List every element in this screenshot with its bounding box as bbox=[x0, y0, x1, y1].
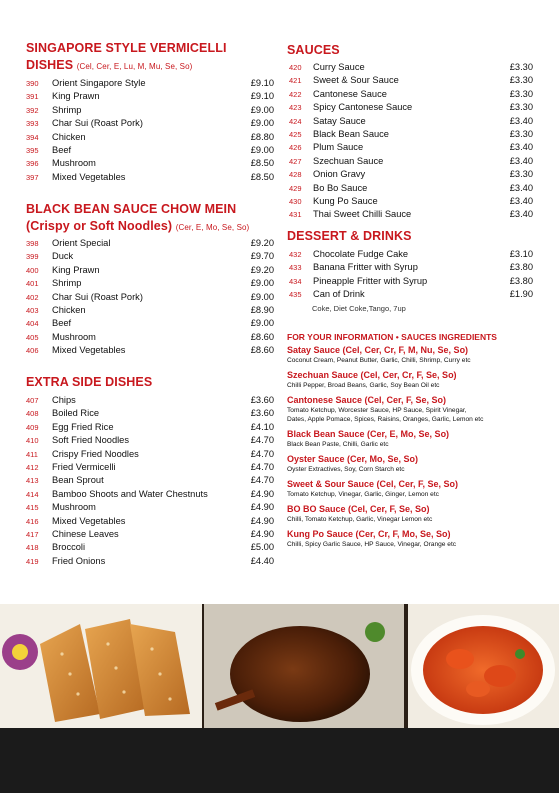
menu-item-row bbox=[287, 115, 533, 128]
item-name: Duck bbox=[52, 251, 74, 262]
sauces-item-list bbox=[287, 61, 533, 222]
item-price: £3.30 bbox=[509, 169, 533, 180]
item-name: Spicy Cantonese Sauce bbox=[313, 102, 413, 113]
item-number: 434 bbox=[289, 276, 302, 286]
item-number: 420 bbox=[289, 63, 302, 72]
item-price: £4.40 bbox=[250, 555, 274, 566]
sauce-ingredient-text: Chilli Pepper, Broad Beans, Garlic, Soy Bean Oil etc bbox=[287, 382, 440, 389]
item-number: 416 bbox=[26, 516, 39, 526]
item-number: 421 bbox=[289, 76, 302, 86]
item-price: £3.30 bbox=[509, 75, 533, 86]
menu-item-row bbox=[26, 77, 274, 90]
item-number: 427 bbox=[289, 156, 302, 166]
menu-item-row bbox=[26, 448, 274, 461]
sauces-section bbox=[287, 42, 533, 222]
sauce-ingredient-text: Tomato Ketchup, Worcester Sauce, HP Sauce, Spirit Vinegar, Dates, Apple Pomace, Spices, Raisins, Oranges, Garlic, Lemon etc bbox=[287, 407, 484, 423]
item-price: £4.70 bbox=[250, 435, 274, 446]
menu-item-row bbox=[26, 291, 274, 304]
blackbean-item-list bbox=[26, 237, 274, 358]
item-number: 407 bbox=[26, 396, 39, 405]
item-number: 431 bbox=[289, 210, 302, 220]
menu-item-row bbox=[287, 101, 533, 114]
item-name: Chips bbox=[52, 395, 76, 405]
item-price: £4.90 bbox=[250, 528, 274, 539]
item-name: Beef bbox=[52, 318, 72, 329]
dessert-item-list bbox=[287, 248, 533, 302]
menu-item-row bbox=[26, 317, 274, 330]
item-number: 422 bbox=[289, 89, 302, 99]
menu-item-row bbox=[26, 501, 274, 514]
menu-item-row bbox=[287, 88, 533, 101]
menu-item-row bbox=[26, 421, 274, 434]
sauce-ingredient-text: Oyster Extractives, Soy, Corn Starch etc bbox=[287, 466, 405, 473]
item-price: £3.40 bbox=[509, 195, 533, 206]
item-name: Plum Sauce bbox=[313, 142, 364, 153]
sauce-ingredient-title: Oyster Sauce (Cer, Mo, Se, So) bbox=[287, 454, 419, 464]
item-price: £8.80 bbox=[250, 131, 274, 142]
item-name: Fried Onions bbox=[52, 555, 106, 566]
item-price: £3.40 bbox=[509, 182, 533, 193]
item-name: Mushroom bbox=[52, 502, 96, 513]
item-number: 410 bbox=[26, 436, 39, 446]
menu-item-row bbox=[26, 515, 274, 528]
item-name: Orient Singapore Style bbox=[52, 78, 146, 88]
menu-item-row bbox=[287, 168, 533, 181]
item-price: £4.70 bbox=[250, 461, 274, 472]
blackbean-allergens: (Cer, E, Mo, Se, So) bbox=[175, 223, 250, 232]
drink-options-note: Coke, Diet Coke,Tango, 7up bbox=[312, 303, 406, 313]
menu-item-row bbox=[26, 434, 274, 447]
sauce-ingredient-text: Chilli, Tomato Ketchup, Garlic, Vinegar Lemon etc bbox=[287, 516, 433, 523]
item-price: £9.10 bbox=[250, 91, 274, 102]
sauce-ingredient-text: Coconut Cream, Peanut Butter, Garlic, Chilli, Shrimp, Curry etc bbox=[287, 357, 471, 364]
item-name: Chocolate Fudge Cake bbox=[313, 249, 409, 259]
menu-item-row bbox=[287, 261, 533, 274]
item-number: 394 bbox=[26, 132, 39, 142]
menu-item-row bbox=[26, 237, 274, 250]
item-number: 400 bbox=[26, 265, 39, 275]
menu-item-row bbox=[26, 394, 274, 407]
item-number: 402 bbox=[26, 292, 39, 302]
menu-item-row bbox=[26, 104, 274, 117]
item-number: 429 bbox=[289, 183, 302, 193]
item-number: 398 bbox=[26, 239, 39, 248]
menu-item-row bbox=[26, 131, 274, 144]
item-number: 390 bbox=[26, 79, 39, 88]
menu-item-row bbox=[26, 331, 274, 344]
sauce-ingredient-title: BO BO Sauce (Cel, Cer, F, Se, So) bbox=[287, 504, 430, 514]
food-photos-graphic bbox=[0, 604, 559, 728]
sweet-sour-photo bbox=[408, 604, 559, 728]
footer-band bbox=[0, 728, 559, 793]
item-number: 412 bbox=[26, 462, 39, 472]
menu-item-row bbox=[287, 128, 533, 141]
item-price: £3.30 bbox=[509, 88, 533, 99]
item-price: £9.00 bbox=[250, 318, 274, 329]
item-name: Crispy Fried Noodles bbox=[52, 448, 139, 459]
menu-item-row bbox=[287, 141, 533, 154]
item-name: Mixed Vegetables bbox=[52, 171, 126, 182]
sauce-ingredient-title: Cantonese Sauce (Cel, Cer, F, Se, So) bbox=[287, 395, 447, 405]
menu-item-row bbox=[287, 275, 533, 288]
item-name: Shrimp bbox=[52, 104, 82, 115]
item-name: Szechuan Sauce bbox=[313, 155, 384, 166]
item-number: 413 bbox=[26, 476, 39, 486]
item-number: 403 bbox=[26, 305, 39, 315]
item-price: £4.90 bbox=[250, 502, 274, 513]
menu-item-row bbox=[26, 157, 274, 170]
sauce-ingredient-text: Black Bean Paste, Chilli, Garlic etc bbox=[287, 441, 389, 448]
extra-section bbox=[26, 374, 274, 568]
menu-item-row bbox=[26, 488, 274, 501]
item-number: 393 bbox=[26, 119, 39, 129]
item-name: Chicken bbox=[52, 131, 86, 142]
item-number: 424 bbox=[289, 116, 302, 126]
item-name: Mixed Vegetables bbox=[52, 515, 126, 526]
sesame-toast-photo bbox=[0, 604, 202, 728]
ingredients-info-heading: FOR YOUR INFORMATION • SAUCES INGREDIENTS bbox=[287, 332, 497, 342]
item-number: 435 bbox=[289, 290, 302, 300]
menu-item-row bbox=[287, 74, 533, 87]
item-number: 395 bbox=[26, 145, 39, 155]
menu-item-row bbox=[287, 288, 533, 301]
item-price: £9.00 bbox=[250, 291, 274, 302]
item-price: £4.70 bbox=[250, 448, 274, 459]
menu-item-row bbox=[26, 90, 274, 103]
item-price: £8.50 bbox=[250, 171, 274, 182]
item-number: 409 bbox=[26, 422, 39, 432]
item-price: £3.30 bbox=[509, 128, 533, 139]
item-name: Banana Fritter with Syrup bbox=[313, 262, 418, 273]
menu-item-row bbox=[287, 155, 533, 168]
item-price: £3.30 bbox=[509, 102, 533, 113]
item-price: £3.40 bbox=[509, 209, 533, 220]
item-name: Soft Fried Noodles bbox=[52, 435, 129, 446]
blackbean-title-line2 bbox=[26, 218, 274, 236]
item-name: Mushroom bbox=[52, 331, 96, 342]
item-name: Satay Sauce bbox=[313, 115, 366, 126]
menu-item-row bbox=[26, 407, 274, 420]
item-number: 391 bbox=[26, 92, 39, 102]
item-number: 392 bbox=[26, 105, 39, 115]
item-name: Onion Gravy bbox=[313, 169, 366, 180]
extra-item-list bbox=[26, 394, 274, 568]
singapore-title-line2 bbox=[26, 57, 274, 75]
menu-item-row bbox=[287, 208, 533, 221]
item-price: £4.90 bbox=[250, 488, 274, 499]
item-price: £4.70 bbox=[250, 475, 274, 486]
item-price: £9.70 bbox=[250, 251, 274, 262]
menu-item-row bbox=[287, 61, 533, 74]
menu-item-row bbox=[26, 555, 274, 568]
item-number: 404 bbox=[26, 319, 39, 329]
menu-item-row bbox=[287, 248, 533, 261]
item-price: £3.80 bbox=[509, 275, 533, 286]
item-number: 423 bbox=[289, 103, 302, 113]
menu-item-row bbox=[26, 144, 274, 157]
item-price: £9.20 bbox=[250, 238, 274, 248]
item-number: 411 bbox=[26, 449, 38, 459]
item-name: Orient Special bbox=[52, 238, 111, 248]
item-price: £3.30 bbox=[509, 62, 533, 72]
menu-item-row bbox=[287, 195, 533, 208]
item-price: £8.60 bbox=[250, 331, 274, 342]
item-price: £3.60 bbox=[250, 395, 274, 405]
sauce-ingredient-title: Satay Sauce (Cel, Cer, Cr, F, M, Nu, Se, So) bbox=[287, 345, 469, 355]
item-name: Egg Fried Rice bbox=[52, 421, 114, 432]
item-price: £3.40 bbox=[509, 155, 533, 166]
sauces-title: SAUCES bbox=[287, 43, 340, 57]
sauce-ingredient-text: Chilli, Spicy Garlic Sauce, HP Sauce, Vinegar, Orange etc bbox=[287, 541, 457, 548]
item-name: Pineapple Fritter with Syrup bbox=[313, 275, 428, 286]
singapore-item-list bbox=[26, 77, 274, 184]
singapore-title-line1: SINGAPORE STYLE VERMICELLI bbox=[26, 41, 227, 55]
menu-item-row bbox=[26, 541, 274, 554]
item-price: £4.90 bbox=[250, 515, 274, 526]
blackbean-section bbox=[26, 201, 274, 358]
sauce-ingredient-title: Szechuan Sauce (Cel, Cer, Cr, F, Se, So) bbox=[287, 370, 457, 380]
item-number: 425 bbox=[289, 129, 302, 139]
item-name: Mushroom bbox=[52, 158, 96, 169]
item-number: 397 bbox=[26, 172, 39, 182]
item-name: Cantonese Sauce bbox=[313, 88, 387, 99]
item-name: Mixed Vegetables bbox=[52, 345, 126, 356]
blackbean-title-noodles: (Crispy or Soft Noodles) bbox=[26, 219, 173, 233]
item-name: Can of Drink bbox=[313, 289, 365, 300]
item-price: £9.00 bbox=[250, 104, 274, 115]
ingredients-entry-list bbox=[287, 344, 533, 549]
roast-duck-photo bbox=[204, 604, 404, 728]
item-price: £1.90 bbox=[509, 289, 533, 300]
item-price: £9.00 bbox=[250, 118, 274, 129]
item-price: £4.10 bbox=[250, 421, 274, 432]
item-number: 414 bbox=[26, 489, 39, 499]
singapore-allergens: (Cel, Cer, E, Lu, M, Mu, Se, So) bbox=[76, 62, 193, 71]
item-number: 428 bbox=[289, 170, 302, 180]
item-price: £9.00 bbox=[250, 144, 274, 155]
item-number: 430 bbox=[289, 196, 302, 206]
item-name: Broccoli bbox=[52, 542, 86, 553]
item-name: King Prawn bbox=[52, 91, 100, 102]
item-name: Boiled Rice bbox=[52, 408, 100, 419]
item-price: £3.40 bbox=[509, 142, 533, 153]
menu-item-row bbox=[26, 474, 274, 487]
item-number: 405 bbox=[26, 332, 39, 342]
item-number: 415 bbox=[26, 503, 39, 513]
item-number: 401 bbox=[26, 279, 39, 289]
item-name: Bean Sprout bbox=[52, 475, 104, 486]
item-price: £8.50 bbox=[250, 158, 274, 169]
item-name: Beef bbox=[52, 144, 72, 155]
item-name: Bamboo Shoots and Water Chestnuts bbox=[52, 488, 208, 499]
item-number: 419 bbox=[26, 556, 39, 566]
item-name: Shrimp bbox=[52, 278, 82, 289]
item-name: Sweet & Sour Sauce bbox=[313, 75, 399, 86]
item-price: £3.40 bbox=[509, 115, 533, 126]
sauce-ingredient-title: Black Bean Sauce (Cer, E, Mo, Se, So) bbox=[287, 429, 450, 439]
item-number: 396 bbox=[26, 159, 39, 169]
item-name: King Prawn bbox=[52, 264, 100, 275]
item-name: Chinese Leaves bbox=[52, 528, 119, 539]
menu-item-row bbox=[26, 250, 274, 263]
menu-item-row bbox=[26, 117, 274, 130]
item-name: Bo Bo Sauce bbox=[313, 182, 368, 193]
item-price: £9.20 bbox=[250, 264, 274, 275]
item-number: 417 bbox=[26, 529, 39, 539]
item-name: Fried Vermicelli bbox=[52, 461, 116, 472]
item-name: Black Bean Sauce bbox=[313, 128, 389, 139]
menu-item-row bbox=[26, 264, 274, 277]
menu-item-row bbox=[26, 344, 274, 357]
item-number: 432 bbox=[289, 250, 302, 259]
item-price: £8.90 bbox=[250, 304, 274, 315]
item-name: Thai Sweet Chilli Sauce bbox=[313, 209, 412, 220]
menu-item-row bbox=[26, 277, 274, 290]
item-number: 433 bbox=[289, 263, 302, 273]
item-number: 399 bbox=[26, 252, 39, 262]
ingredients-info-section bbox=[287, 332, 533, 553]
item-price: £9.10 bbox=[250, 78, 274, 88]
sauce-ingredient-title: Kung Po Sauce (Cer, Cr, F, Mo, Se, So) bbox=[287, 529, 451, 539]
item-number: 426 bbox=[289, 143, 302, 153]
item-name: Chicken bbox=[52, 304, 86, 315]
singapore-section bbox=[26, 40, 274, 184]
item-price: £8.60 bbox=[250, 345, 274, 356]
menu-item-row bbox=[26, 304, 274, 317]
item-price: £3.60 bbox=[250, 408, 274, 419]
menu-item-row bbox=[26, 528, 274, 541]
item-number: 406 bbox=[26, 346, 39, 356]
item-name: Kung Po Sauce bbox=[313, 195, 378, 206]
item-name: Curry Sauce bbox=[313, 62, 365, 72]
item-price: £9.00 bbox=[250, 278, 274, 289]
item-name: Char Sui (Roast Pork) bbox=[52, 291, 143, 302]
sauce-ingredient-title: Sweet & Sour Sauce (Cel, Cer, F, Se, So) bbox=[287, 479, 459, 489]
extra-title: EXTRA SIDE DISHES bbox=[26, 375, 153, 389]
blackbean-title-line1: BLACK BEAN SAUCE CHOW MEIN bbox=[26, 202, 237, 216]
dessert-section bbox=[287, 228, 533, 313]
item-price: £5.00 bbox=[250, 542, 274, 553]
item-name: Char Sui (Roast Pork) bbox=[52, 118, 143, 129]
item-price: £3.10 bbox=[509, 249, 533, 259]
singapore-title-dishes: DISHES bbox=[26, 58, 74, 72]
menu-item-row bbox=[287, 182, 533, 195]
food-photo-strip bbox=[0, 604, 559, 728]
item-number: 408 bbox=[26, 409, 39, 419]
menu-item-row bbox=[26, 461, 274, 474]
item-number: 418 bbox=[26, 543, 39, 553]
dessert-title: DESSERT & DRINKS bbox=[287, 229, 412, 243]
menu-item-row bbox=[26, 171, 274, 184]
sauce-ingredient-text: Tomato Ketchup, Vinegar, Garlic, Ginger, Lemon etc bbox=[287, 491, 439, 498]
item-price: £3.80 bbox=[509, 262, 533, 273]
